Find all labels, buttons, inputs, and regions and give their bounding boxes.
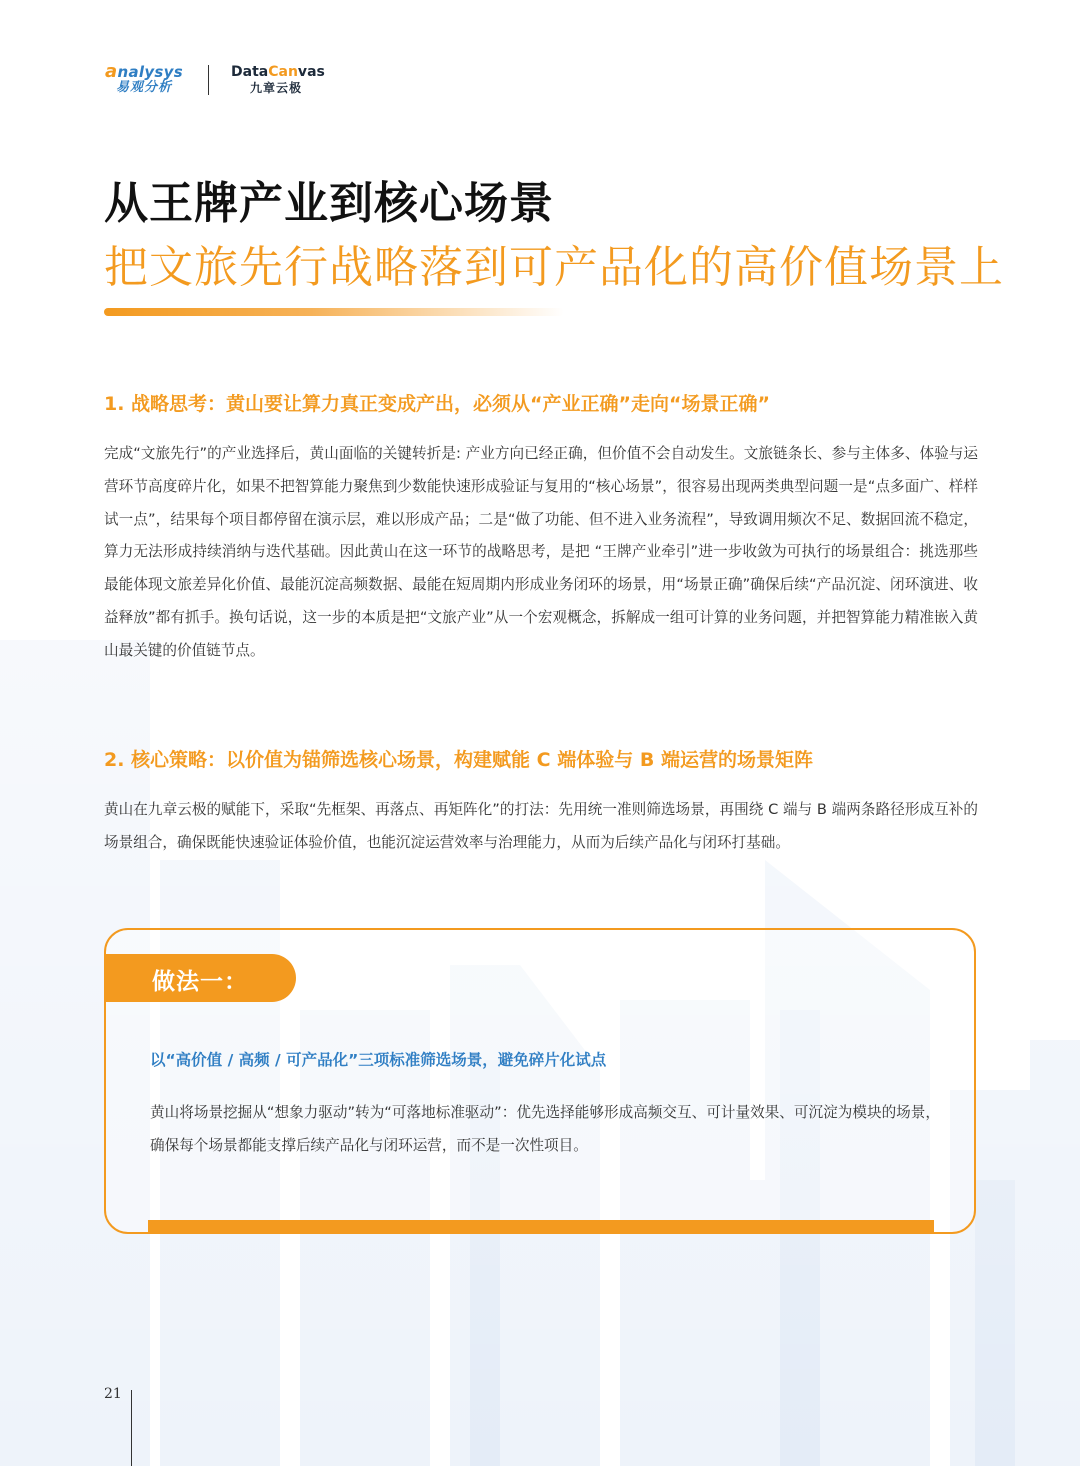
page-number-divider: [131, 1390, 132, 1466]
method-body: 黄山将场景挖掘从“想象力驱动”转为“可落地标准驱动”：优先选择能够形成高频交互、可计量效果、可沉淀为模块的场景，确保每个场景都能支撑后续产品化与闭环运营，而不是一次性项目。: [150, 1104, 940, 1154]
datacanvas-logo: [231, 64, 325, 96]
header-logos: [104, 60, 325, 100]
datacanvas-logo-part: v: [297, 64, 308, 80]
section-2-heading: 2. 核心策略：以价值为锚筛选核心场景，构建赋能 C 端体验与 B 端运营的场景矩阵: [104, 749, 813, 771]
method-card: [104, 928, 976, 1234]
analysys-logo-wordmark: [104, 61, 184, 82]
method-card-bottom-bar: [148, 1220, 934, 1232]
section-1-body: 完成“文旅先行”的产业选择后，黄山面临的关键转折是: 产业方向已经正确，但价值不会自动发生。文旅链条长、参与主体多、体验与运营环节高度碎片化，如果不把智算能力聚焦到少数能快速形成验证与复用的“核心场景”，很容易出现两类典型问题一是“点多面广、样样试一点”，结果每个项目都停留在演示层，难以形成产品；二是“做了功能、但不进入业务流程”，导致调用频次不足、数据回流不稳定，算力无法形成持续消纳与迭代基础。因此黄山在这一环节的战略思考，是把 “王牌产业牵引”进一步收敛为可执行的场景组合：挑选那些最能体现文旅差异化价值、最能沉淀高频数据、最能在短周期内形成业务闭环的场景，用“场景正确”确保后续“产品沉淀、闭环演进、收益释放”都有抓手。换句话说，这一步的本质是把“文旅产业”从一个宏观概念，拆解成一组可计算的业务问题，并把智算能力精准嵌入黄山最关键的价值链节点。: [104, 445, 978, 659]
page-subtitle: 把文旅先行战略落到可产品化的高价值场景上: [104, 242, 1004, 293]
datacanvas-logo-part: as: [307, 64, 325, 80]
logo-divider: [208, 65, 209, 95]
datacanvas-logo-wordmark: [231, 64, 325, 80]
datacanvas-logo-cn: 九章云极: [249, 81, 302, 95]
section-2-body: 黄山在九章云极的赋能下，采取“先框架、再落点、再矩阵化”的打法：先用统一准则筛选场景，再围绕 C 端与 B 端两条路径形成互补的场景组合，确保既能快速验证体验价值，也能沉淀运营效率与治理能力，从而为后续产品化与闭环打基础。: [104, 801, 978, 851]
analysys-logo-text: nalysys: [117, 63, 183, 81]
datacanvas-logo-part: Can: [268, 64, 298, 80]
page-number: 21: [104, 1386, 122, 1402]
analysys-logo-initial: a: [105, 61, 118, 82]
analysys-logo: [104, 61, 184, 96]
section-1-heading: 1. 战略思考：黄山要让算力真正变成产出，必须从“产业正确”走向“场景正确”: [104, 393, 771, 415]
page-title: 从王牌产业到核心场景: [104, 178, 554, 229]
datacanvas-logo-part: Data: [231, 64, 269, 80]
title-underline: [104, 308, 564, 316]
method-tag: [104, 954, 296, 1002]
method-subheading: 以“高价值 / 高频 / 可产品化”三项标准筛选场景，避免碎片化试点: [150, 1051, 607, 1069]
method-tag-label: 做法一：: [152, 969, 248, 995]
analysys-logo-cn: 易观分析: [115, 80, 172, 95]
